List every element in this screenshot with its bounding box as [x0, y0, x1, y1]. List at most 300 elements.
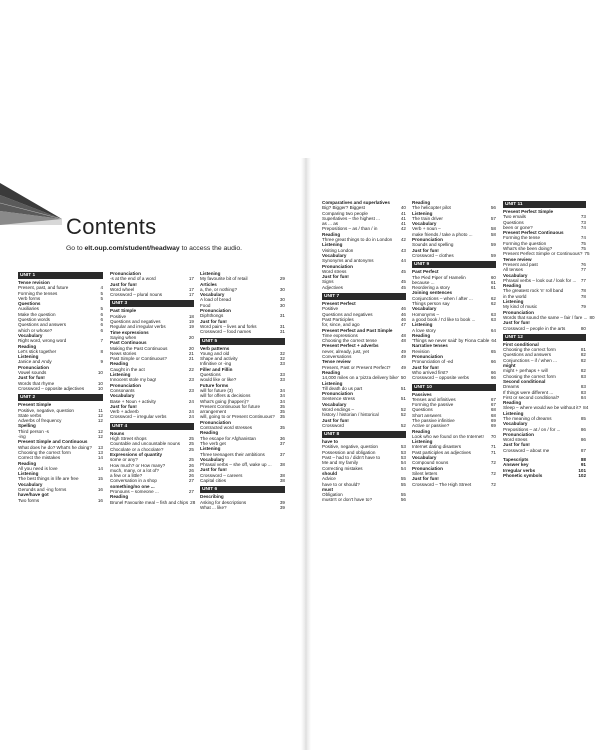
- page-number: 10: [97, 380, 103, 386]
- entry-title: The verb get: [200, 440, 226, 446]
- unit-header: UNIT 7: [322, 293, 406, 300]
- page-number: 7: [100, 338, 103, 344]
- unit-header: UNIT 9: [412, 261, 496, 268]
- entry-title: Correct the mistakes: [18, 455, 61, 461]
- page-number: 11: [98, 407, 103, 413]
- section-heading: Pronunciation: [503, 431, 534, 437]
- entry-title: Time expressions: [322, 332, 358, 338]
- page-number: 64: [491, 338, 497, 344]
- page-number: 34: [279, 387, 285, 393]
- section-heading: Past Perfect: [412, 269, 439, 275]
- section-heading: Listening: [200, 271, 221, 276]
- unit-header: UNIT 10: [412, 384, 496, 391]
- page-number: 13: [97, 449, 103, 455]
- page-number: 19: [188, 324, 194, 330]
- entry-title: Conversations: [322, 354, 352, 360]
- entry-title: Words that rhyme: [18, 380, 55, 386]
- page-number: 12: [97, 418, 103, 424]
- page-number: 34: [279, 393, 285, 399]
- entry-title: Crossword – about me: [503, 447, 550, 453]
- page-number: 8: [100, 348, 103, 354]
- entry-title: What's going (happen)?: [200, 398, 249, 404]
- entry-title: Questions and negatives: [110, 319, 161, 325]
- entry-title: What's she been doing?: [503, 246, 553, 252]
- entry-title: Caught in the act: [110, 366, 145, 372]
- audio-link[interactable]: elt.oup.com/student/headway: [84, 245, 180, 252]
- page-number: 54: [400, 465, 406, 471]
- section-heading: Listening: [18, 354, 39, 360]
- page-number: 83: [580, 373, 586, 379]
- contents-column-4: [322, 200, 406, 503]
- unit-header: UNIT 11: [503, 201, 586, 208]
- entry-title: Make the question: [18, 311, 56, 317]
- entry-title: Choosing the correct tense: [322, 338, 377, 344]
- section-heading: Passives: [412, 391, 432, 397]
- contents-entry: [503, 251, 590, 257]
- page-number: 56: [400, 497, 406, 503]
- entry-title: Young and old: [200, 350, 230, 356]
- entry-title: Choosing the correct form: [503, 373, 556, 379]
- entry-title: Question words: [18, 317, 50, 323]
- entry-title: Innocent stole my bag!: [110, 377, 157, 383]
- entry-title: Present, past, and future: [18, 285, 69, 291]
- unit-header: UNIT 4: [110, 423, 194, 430]
- section-heading: something/no one ...: [110, 483, 155, 489]
- entry-title: Shape and activity: [200, 356, 238, 362]
- page-number: 30: [279, 302, 285, 308]
- page-number: 21: [188, 350, 194, 356]
- contents-entry: [18, 498, 103, 503]
- entry-title: Possession and obligation: [322, 449, 376, 455]
- page-number: 4: [100, 285, 103, 291]
- entry-title: Pronunciation of -ed: [412, 359, 454, 365]
- entry-title: First or second conditional?: [503, 394, 560, 400]
- entry-title: Conjunctions – if / when ...: [503, 357, 557, 363]
- page-number: 59: [490, 252, 496, 258]
- page-number: 88: [580, 457, 586, 463]
- entry-title: will for offers & decisions: [200, 393, 251, 399]
- page-number: 24: [188, 414, 194, 420]
- cover-photo: [0, 175, 62, 225]
- entry-title: News stories: [110, 350, 137, 356]
- page-number: 84: [583, 405, 589, 411]
- page-number: 86: [580, 426, 586, 432]
- contents-column-1: [18, 271, 103, 503]
- entry-title: Dreams: [503, 384, 520, 390]
- section-heading: Vocabulary: [412, 306, 437, 312]
- entry-title: 14,000 miles on a 'pizza delivery bike': [322, 375, 399, 381]
- page-number: 28: [190, 499, 196, 505]
- section-heading: Pronunciation: [110, 271, 141, 276]
- page-number: 15: [97, 476, 103, 482]
- section-heading: Nouns: [110, 430, 125, 436]
- entry-title: The escape for Afghanistan: [200, 435, 256, 441]
- entry-title: Three teenagers their ambitions: [200, 451, 265, 457]
- page-number: 58: [490, 231, 496, 237]
- page-number: 70: [490, 433, 496, 439]
- section-heading: Vocabulary: [110, 393, 135, 399]
- entry-title: Crossword – opposite adjectives: [18, 385, 85, 391]
- unit-header: UNIT 6: [200, 486, 285, 493]
- entry-title: A load of bread: [200, 297, 231, 303]
- page-number: 9: [100, 359, 103, 365]
- page-number: 63: [490, 311, 496, 317]
- section-heading: Listening: [503, 410, 524, 416]
- section-heading: Just for fun!: [322, 274, 349, 280]
- section-heading: Pronunciation: [503, 309, 534, 315]
- page-number: 53: [400, 455, 406, 461]
- section-heading: Reading: [322, 369, 341, 375]
- section-heading: Vocabulary: [200, 456, 225, 462]
- page-number: 17: [188, 286, 194, 292]
- page-number: 54: [400, 460, 406, 466]
- section-heading: Present Simple: [18, 402, 52, 408]
- spacer: [412, 258, 496, 260]
- page-number: 6: [100, 311, 103, 317]
- section-heading: Vocabulary: [412, 455, 437, 461]
- entry-title: Brunel Favourite meal – fish and chips: [110, 499, 189, 505]
- entry-title: Synonyms and antonyms: [322, 258, 374, 264]
- page-number: 26: [188, 467, 194, 473]
- contents-entry: [322, 375, 406, 380]
- page-number: 22: [188, 366, 194, 372]
- entry-title: Base + Noun + activity: [110, 398, 156, 404]
- section-heading: Just for fun!: [412, 476, 439, 482]
- page-number: 38: [279, 462, 285, 468]
- page-number: 16: [97, 486, 103, 492]
- page-number: 74: [580, 235, 586, 241]
- entry-title: history / historian / historical: [322, 412, 379, 418]
- section-heading: Reading: [18, 343, 37, 349]
- page-number: 16: [97, 497, 103, 503]
- page-number: 75: [580, 246, 586, 252]
- page-number: 25: [188, 441, 194, 447]
- entry-title: Questions and answers: [503, 352, 552, 358]
- entry-title: Phrasal verbs – she off, wake up ...: [200, 462, 272, 468]
- page-number: 77: [580, 267, 586, 273]
- entry-title: Revision: [412, 348, 430, 354]
- entry-title: Comparing two people: [322, 210, 368, 216]
- page-number: 27: [188, 478, 194, 484]
- page-number: 56: [490, 205, 496, 211]
- section-heading: Listening: [110, 372, 131, 378]
- page-number: 32: [279, 356, 285, 362]
- entry-title: much, many, or a lot of?: [110, 467, 159, 473]
- page-number: 31: [279, 329, 285, 335]
- section-heading: Just for fun!: [110, 281, 137, 287]
- section-heading: Vocabulary: [322, 401, 347, 407]
- page-number: 82: [580, 357, 586, 363]
- section-heading: Vocabulary: [503, 272, 528, 278]
- entry-title: Positive: [322, 306, 339, 312]
- page-number: 68: [490, 407, 496, 413]
- page-number: 46: [400, 316, 406, 322]
- page-number: 61: [490, 285, 496, 291]
- page-number: 12: [97, 434, 103, 440]
- contents-column-2: [110, 271, 194, 505]
- page-number: 66: [490, 375, 496, 381]
- entry-title: mustn't or don't have to?: [322, 497, 373, 503]
- page-number: 51: [400, 385, 406, 391]
- entry-title: a, the, or nothing?: [200, 286, 238, 292]
- contents-entry: [110, 500, 194, 505]
- page-number: 37: [279, 451, 285, 457]
- contents-entry: [200, 505, 285, 510]
- entry-title: -s at the end of a word: [110, 276, 156, 282]
- entry-title: Signs: [322, 279, 334, 285]
- entry-title: The train driver: [412, 215, 443, 221]
- entry-title: Visiting London: [322, 247, 354, 253]
- page-number: 29: [279, 276, 285, 282]
- entry-title: Past Simple or Continuous?: [110, 356, 167, 362]
- spacer: [200, 483, 285, 485]
- section-heading: Just for fun!: [503, 320, 530, 326]
- section-heading: Past Simple: [110, 308, 137, 314]
- entry-title: Big? Bigger? Biggest: [322, 205, 365, 211]
- page-number: 24: [188, 398, 194, 404]
- entry-title: Tapescripts: [503, 457, 529, 463]
- page-number: 78: [580, 288, 586, 294]
- page-number: 45: [400, 284, 406, 290]
- entry-title: Crossword – people in the arts: [503, 325, 566, 331]
- entry-title: Advice: [322, 476, 336, 482]
- section-heading: Present Simple and Continuous: [18, 439, 88, 445]
- section-heading: Listening: [503, 299, 524, 305]
- entry-title: because ...: [412, 279, 435, 285]
- page-number: 53: [400, 449, 406, 455]
- entry-title: some or any?: [110, 457, 138, 463]
- page-number: 25: [188, 436, 194, 442]
- page-number: 34: [279, 398, 285, 404]
- page-number: 84: [580, 394, 586, 400]
- page-number: 79: [580, 304, 586, 310]
- entry-title: Answer key: [503, 462, 529, 468]
- entry-title: Positive: [110, 313, 127, 319]
- section-heading: Reading: [110, 494, 129, 500]
- entry-title: Silent letters: [412, 470, 438, 476]
- section-heading: Spelling: [18, 423, 36, 429]
- section-heading: Reading: [503, 283, 522, 289]
- entry-title: The helicopter pilot: [412, 205, 451, 211]
- page-number: 80: [580, 325, 586, 331]
- entry-title: Auxiliaries: [18, 306, 39, 312]
- entry-title: Let's stick together: [18, 348, 57, 354]
- page-number: 24: [188, 409, 194, 415]
- section-heading: Listening: [322, 380, 343, 386]
- entry-title: Prepositions – as / than / in: [322, 226, 378, 232]
- section-heading: Vocabulary: [18, 481, 43, 487]
- unit-header: UNIT 1: [18, 272, 103, 279]
- entry-title: Obligation: [322, 492, 343, 498]
- section-heading: Listening: [412, 439, 433, 445]
- entry-title: Countable and uncountable nouns: [110, 441, 180, 447]
- entry-title: What ... like?: [200, 504, 227, 510]
- page-number: 21: [188, 356, 194, 362]
- page-number: 10: [97, 370, 103, 376]
- entry-title: Choosing the correct form: [18, 449, 71, 455]
- entry-title: Adverbs of frequency: [18, 418, 62, 424]
- entry-title: Gerunds and -ing forms: [18, 486, 67, 492]
- page-number: 33: [279, 372, 285, 378]
- page-number: 5: [100, 295, 103, 301]
- entry-title: Diphthongs: [200, 313, 224, 319]
- entry-title: What does he do? What's he doing?: [18, 444, 92, 450]
- section-heading: have to: [322, 439, 339, 445]
- page-number: 72: [490, 460, 496, 466]
- entry-title: High Street shops: [110, 436, 147, 442]
- section-heading: Listening: [18, 471, 39, 477]
- entry-title: Conversation in a shop: [110, 478, 157, 484]
- entry-title: Crossword – clothes: [412, 252, 454, 258]
- section-heading: have/have got: [18, 492, 49, 498]
- page-number: 32: [279, 350, 285, 356]
- entry-title: A love story: [412, 327, 436, 333]
- entry-title: Sleep – where would we be without it?: [503, 405, 582, 411]
- page-number: 71: [490, 449, 496, 455]
- page-number: 31: [279, 323, 285, 329]
- page-number: 20: [188, 345, 194, 351]
- section-heading: Filler and Fillin: [200, 366, 233, 372]
- entry-title: Short answers: [412, 412, 442, 418]
- page-number: 39: [279, 499, 285, 505]
- page-number: 37: [279, 440, 285, 446]
- page-number: 26: [188, 473, 194, 479]
- page-number: 55: [400, 476, 406, 482]
- section-heading: Present Perfect: [322, 301, 356, 307]
- page-number: 41: [400, 221, 406, 227]
- section-heading: Narrative tenses: [412, 343, 448, 349]
- entry-title: Verb forms: [18, 295, 41, 301]
- page-number: 102: [578, 472, 586, 478]
- entry-title: Forming the tenses: [18, 290, 58, 296]
- page-number: 47: [400, 322, 406, 328]
- page-number: 73: [580, 219, 586, 225]
- entry-title: Conjunctions – when / after ...: [412, 295, 473, 301]
- entry-title: Till death do us part: [322, 385, 363, 391]
- section-heading: Pronunciation: [200, 308, 231, 314]
- entry-title: Three great things to do in London: [322, 237, 393, 243]
- book-spine: [301, 158, 311, 750]
- page-number: 78: [580, 293, 586, 299]
- contents-entry: [322, 497, 406, 502]
- section-heading: Verb patterns: [200, 345, 230, 351]
- entry-title: Past participles as adjectives: [412, 449, 471, 455]
- page-number: 23: [188, 387, 194, 393]
- page-number: 14: [97, 465, 103, 471]
- entry-title: Look who we found on the Internet!: [412, 433, 484, 439]
- page-number: 27: [188, 488, 194, 494]
- section-heading: must: [322, 486, 333, 492]
- contents-entry: [412, 482, 496, 487]
- section-heading: Pronunciation: [200, 419, 231, 425]
- page-number: 49: [400, 354, 406, 360]
- entry-title: Choosing the correct form: [503, 347, 556, 353]
- page-number: 52: [400, 406, 406, 412]
- page-number: 60: [490, 274, 496, 280]
- entry-title: Positive, negative, question: [18, 407, 74, 413]
- section-heading: Tense review: [503, 256, 532, 262]
- entry-title: Internet dating disasters: [412, 444, 462, 450]
- entry-title: will for future (3): [200, 387, 233, 393]
- page-number: 67: [490, 402, 496, 408]
- entry-title: Prepositions – at / on / for ...: [503, 426, 561, 432]
- unit-header: UNIT 12: [503, 334, 586, 341]
- section-heading: Just for fun!: [200, 467, 227, 473]
- contents-column-3: [200, 271, 285, 510]
- entry-title: Crossword – plural nouns: [110, 292, 163, 298]
- entry-title: Homonyms –: [412, 311, 440, 317]
- page-number: 52: [400, 422, 406, 428]
- page-number: 62: [490, 301, 496, 307]
- page-number: 83: [580, 384, 586, 390]
- entry-title: Present, Past or Present Perfect?: [322, 364, 391, 370]
- entry-title: The greatest rock 'n' roll band: [503, 288, 564, 294]
- page-number: 71: [490, 444, 496, 450]
- page-number: 13: [97, 444, 103, 450]
- entry-title: Adjectives: [322, 284, 343, 290]
- entry-title: Word stress: [322, 268, 347, 274]
- entry-title: Present Continuous for future: [200, 403, 261, 409]
- page-number: 42: [400, 226, 406, 232]
- entry-title: Compound nouns: [412, 460, 449, 466]
- entry-title: Questions: [412, 407, 433, 413]
- entry-title: Sounds and spelling: [412, 242, 454, 248]
- entry-title: will, going to or Present Continuous?: [200, 414, 275, 420]
- entry-title: Verb + adverb: [110, 409, 139, 415]
- page-number: 82: [580, 352, 586, 358]
- unit-header: UNIT 5: [200, 338, 285, 345]
- page-number: 38: [279, 477, 285, 483]
- entry-title: been or gone?: [503, 224, 533, 230]
- section-heading: Reading: [412, 428, 431, 434]
- entry-title: Me and my family: [322, 460, 358, 466]
- section-heading: Second conditional: [503, 378, 546, 384]
- page-number: 45: [400, 268, 406, 274]
- spacer: [503, 331, 586, 333]
- entry-title: Verb + noun –: [412, 226, 441, 232]
- entry-title: a good book / I'd like to book ...: [412, 316, 476, 322]
- entry-title: for, since, and ago: [322, 322, 360, 328]
- entry-title: My kind of music: [503, 304, 538, 310]
- page-number: 82: [580, 368, 586, 374]
- page-number: 63: [490, 316, 496, 322]
- page-number: 50: [400, 375, 406, 381]
- page-number: 43: [400, 247, 406, 253]
- section-heading: Reading: [18, 460, 37, 466]
- entry-title: My favourite bit of retail: [200, 276, 248, 282]
- entry-title: Third person -s: [18, 428, 49, 434]
- entry-title: Word wheel: [110, 286, 135, 292]
- entry-title: Asking for descriptions: [200, 499, 247, 505]
- entry-title: Reordering a story: [412, 285, 450, 291]
- page-number: 41: [400, 215, 406, 221]
- section-heading: might: [503, 363, 516, 369]
- section-heading: Just for fun!: [503, 442, 530, 448]
- page-number: 19: [188, 319, 194, 325]
- entry-title: Forming the tense: [503, 235, 541, 241]
- entry-title: have to or should?: [322, 481, 360, 487]
- page-number: 17: [188, 276, 194, 282]
- section-heading: Just for fun!: [18, 375, 45, 381]
- entry-title: Regular and irregular verbs: [110, 324, 166, 330]
- page-number: 17: [188, 292, 194, 298]
- page-number: 6: [100, 327, 103, 333]
- section-heading: Just for fun!: [412, 247, 439, 253]
- page-number: 5: [100, 290, 103, 296]
- entry-title: Infinitive or -ing: [200, 361, 232, 367]
- page-number: 39: [279, 504, 285, 510]
- appendix-entry: [503, 473, 586, 478]
